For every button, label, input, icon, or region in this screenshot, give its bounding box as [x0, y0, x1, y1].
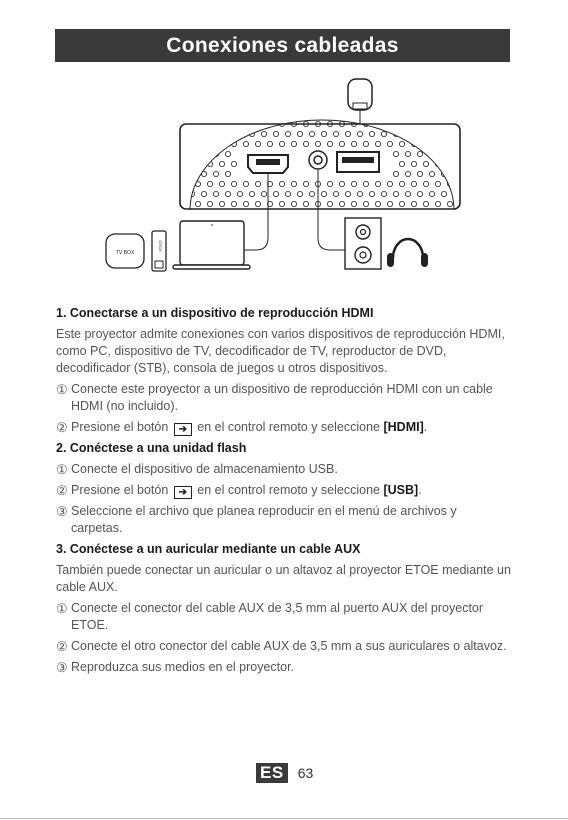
list-item: ① Conecte este proyector a un dispositivo de reproducción HDMI con un cable HDMI (no incluido).: [56, 382, 493, 413]
svg-text:TV BOX: TV BOX: [115, 250, 135, 256]
headphones-icon: [387, 239, 428, 267]
page-number: 63: [297, 765, 314, 781]
section-1-heading: 1. Conectarse a un dispositivo de reproducción HDMI: [56, 306, 374, 320]
list-item: ② Presione el botón ➔ en el control remoto y seleccione [USB].: [56, 483, 422, 498]
section-2-heading: 2. Conéctese a una unidad flash: [56, 441, 247, 455]
connection-illustration: [0, 70, 568, 280]
page-title: Conexiones cableadas: [55, 29, 510, 62]
section-3-intro: También puede conectar un auricular o un altavoz al proyector ETOE mediante un cable AUX.: [56, 563, 511, 594]
list-item: ③ Reproduzca sus medios en el proyector.: [56, 660, 295, 675]
section-1-intro: Este proyector admite conexiones con varios dispositivos de reproducción HDMI, como PC, dispositivo de TV, decodificador de TV, reproductor de DVD, decodificador (STB), consola de juegos u otros dispositivos.: [56, 327, 505, 375]
divider: [0, 818, 568, 819]
input-source-button-icon: ➔: [174, 423, 192, 436]
manual-content: [56, 305, 511, 680]
list-item: ① Conecte el conector del cable AUX de 3,5 mm al puerto AUX del proyector ETOE.: [56, 601, 484, 632]
language-badge: ES: [256, 763, 288, 783]
tv-stick-icon: [152, 231, 166, 271]
tv-box-icon: [106, 234, 144, 268]
list-item: ① Conecte el dispositivo de almacenamiento USB.: [56, 462, 338, 477]
laptop-icon: [173, 221, 250, 269]
page-footer: [256, 763, 313, 783]
input-source-button-icon: ➔: [174, 486, 192, 499]
list-item: ② Presione el botón ➔ en el control remoto y seleccione [HDMI].: [56, 420, 428, 435]
speaker-icon: [345, 218, 381, 269]
list-item: ② Conecte el otro conector del cable AUX de 3,5 mm a sus auriculares o altavoz.: [56, 639, 507, 654]
usb-drive-icon: [348, 79, 372, 127]
section-3-heading: 3. Conéctese a un auricular mediante un cable AUX: [56, 542, 361, 556]
svg-text:STICK: STICK: [158, 240, 163, 252]
list-item: ③ Seleccione el archivo que planea reproducir en el menú de archivos y carpetas.: [56, 504, 457, 535]
projector-panel-icon: [180, 120, 460, 210]
